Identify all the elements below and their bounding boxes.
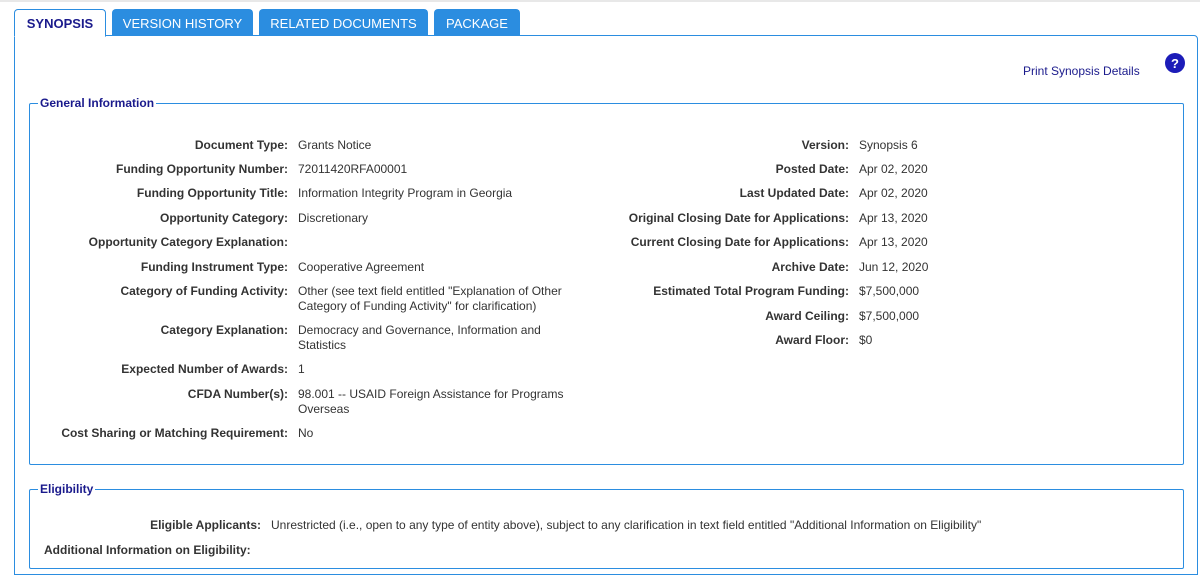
award-ceiling-label: Award Ceiling: [765,309,849,323]
archive-date-label: Archive Date: [771,260,849,274]
estimated-total-program-funding-label: Estimated Total Program Funding: [653,284,849,298]
category-explanation-label: Category Explanation: [160,323,288,337]
last-updated-date-value: Apr 02, 2020 [859,186,928,200]
category-of-funding-activity-label: Category of Funding Activity: [120,284,288,298]
funding-instrument-type-label: Funding Instrument Type: [140,260,288,274]
estimated-total-program-funding-value: $7,500,000 [859,284,920,298]
expected-number-of-awards-value: 1 [298,362,305,376]
funding-opportunity-number-value: 72011420RFA00001 [298,162,408,176]
eligibility-legend: Eligibility [40,482,94,496]
help-icon[interactable]: ? [1165,53,1185,73]
funding-opportunity-number-label: Funding Opportunity Number: [116,162,288,176]
eligible-applicants-label: Eligible Applicants: [150,518,261,532]
top-border [0,0,1200,2]
opportunity-category-label: Opportunity Category: [160,211,288,225]
version-value: Synopsis 6 [859,138,918,152]
archive-date-value: Jun 12, 2020 [859,260,929,274]
posted-date-value: Apr 02, 2020 [859,162,928,176]
original-closing-date-label: Original Closing Date for Applications: [628,211,849,225]
award-floor-label: Award Floor: [775,333,849,347]
tab-version-history[interactable]: VERSION HISTORY [112,9,253,36]
category-of-funding-activity-value: Other (see text field entitled "Explanation of Other Category of Funding Activity" for clarification) [298,284,562,313]
original-closing-date-value: Apr 13, 2020 [859,211,928,225]
general-information-legend: General Information [40,96,155,110]
version-label: Version: [801,138,849,152]
print-synopsis-link[interactable]: Print Synopsis Details [1023,64,1140,78]
current-closing-date-label: Current Closing Date for Applications: [630,235,849,249]
last-updated-date-label: Last Updated Date: [739,186,849,200]
opportunity-category-value: Discretionary [298,211,369,225]
funding-opportunity-title-value: Information Integrity Program in Georgia [298,186,513,200]
tab-package[interactable]: PACKAGE [434,9,520,36]
cfda-numbers-label: CFDA Number(s): [187,387,288,401]
award-ceiling-value: $7,500,000 [859,309,920,323]
award-floor-value: $0 [859,333,873,347]
expected-number-of-awards-label: Expected Number of Awards: [121,362,288,376]
tab-related-documents[interactable]: RELATED DOCUMENTS [259,9,428,36]
cost-sharing-label: Cost Sharing or Matching Requirement: [61,426,288,440]
category-explanation-value: Democracy and Governance, Information and Statistics [298,323,541,352]
document-type-label: Document Type: [194,138,288,152]
funding-instrument-type-value: Cooperative Agreement [298,260,425,274]
posted-date-label: Posted Date: [775,162,849,176]
tab-synopsis[interactable]: SYNOPSIS [14,9,106,37]
opportunity-category-explanation-label: Opportunity Category Explanation: [88,235,288,249]
cost-sharing-value: No [298,426,314,440]
document-type-value: Grants Notice [298,138,372,152]
eligible-applicants-value: Unrestricted (i.e., open to any type of entity above), subject to any clarification in text field entitled "Additional Information on Eligibility" [271,518,982,532]
cfda-numbers-value: 98.001 -- USAID Foreign Assistance for Programs Overseas [298,387,564,416]
current-closing-date-value: Apr 13, 2020 [859,235,928,249]
funding-opportunity-title-label: Funding Opportunity Title: [136,186,288,200]
additional-eligibility-label: Additional Information on Eligibility: [44,543,251,557]
